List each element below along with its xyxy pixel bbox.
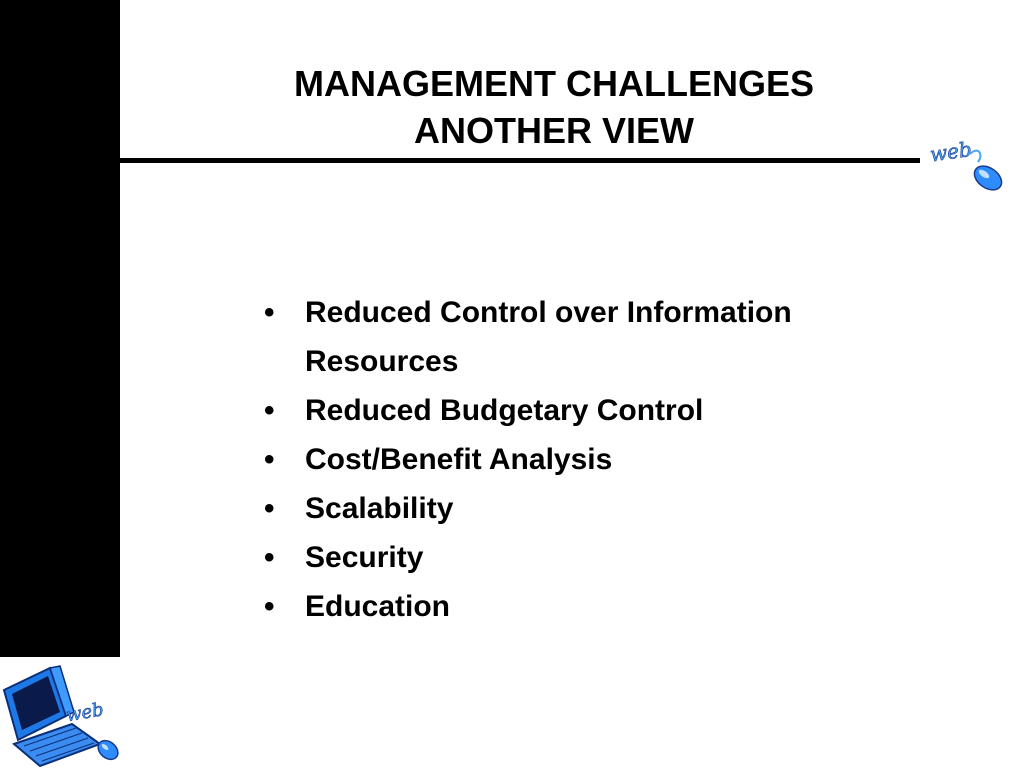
list-item bbox=[260, 435, 900, 484]
bullet-dot: • bbox=[264, 443, 275, 476]
bullet-dot: • bbox=[264, 541, 275, 574]
bullet-dot: • bbox=[264, 296, 275, 329]
list-item bbox=[260, 582, 900, 631]
left-sidebar-bar bbox=[0, 0, 120, 657]
bullet-dot: • bbox=[264, 394, 275, 427]
bullet-text: Scalability bbox=[305, 492, 454, 525]
title-line-1: MANAGEMENT CHALLENGES bbox=[294, 63, 814, 104]
bullet-text: Reduced Budgetary Control bbox=[305, 394, 704, 427]
bullet-dot: • bbox=[264, 590, 275, 623]
svg-text:web: web bbox=[64, 699, 106, 727]
bullet-text: Security bbox=[305, 541, 424, 574]
web-mouse-logo-icon bbox=[926, 136, 1008, 198]
list-item bbox=[260, 386, 900, 435]
computer-web-logo-icon bbox=[0, 662, 126, 768]
list-item bbox=[260, 484, 900, 533]
bullet-text: Education bbox=[305, 590, 451, 623]
bullet-text: Reduced Control over Information Resources bbox=[305, 296, 792, 378]
bullet-list bbox=[260, 288, 900, 631]
bullet-text: Cost/Benefit Analysis bbox=[305, 443, 613, 476]
bullet-dot: • bbox=[264, 492, 275, 525]
slide-title bbox=[200, 60, 908, 154]
title-line-2: ANOTHER VIEW bbox=[413, 110, 694, 151]
list-item bbox=[260, 288, 900, 386]
list-item bbox=[260, 533, 900, 582]
title-underline bbox=[120, 158, 920, 163]
logo-text: web bbox=[928, 136, 974, 167]
